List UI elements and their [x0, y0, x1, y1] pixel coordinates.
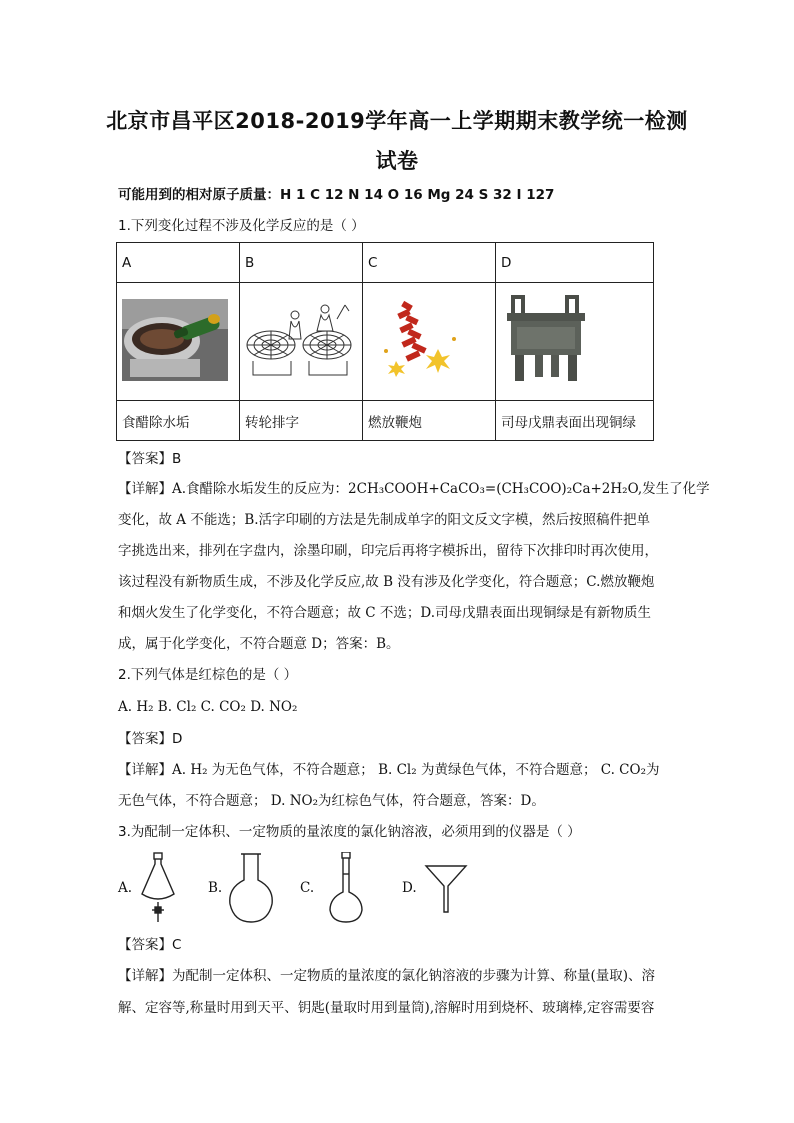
q3-explain-1: 【详解】为配制一定体积、一定物质的量浓度的氯化钠溶液的步骤为计算、称量(量取)、溶 [118, 968, 656, 984]
q1-explain-6: 成，属于化学变化，不符合题意 D；答案：B。 [118, 636, 400, 652]
q3-option-d-label: D. [402, 880, 417, 896]
q1-header-c: C [363, 243, 496, 283]
q1-explain-2: 变化，故 A 不能选；B.活字印刷的方法是先制成单字的阳文反文字模，然后按照稿件把单 [118, 512, 651, 528]
document-title: 北京市昌平区2018-2019学年高一上学期期末教学统一检测 [106, 109, 688, 133]
q1-label-d: 司母戊鼎表面出现铜绿 [496, 401, 654, 441]
round-flask-icon [226, 852, 276, 924]
q1-header-a: A [117, 243, 240, 283]
separatory-funnel-icon [138, 852, 178, 924]
q2-answer: 【答案】D [118, 731, 183, 747]
q1-header-d: D [496, 243, 654, 283]
q1-explain-3: 字挑选出来，排列在字盘内，涂墨印刷，印完后再将字模拆出，留待下次排印时再次使用， [118, 543, 658, 559]
document-title-cont: 试卷 [375, 149, 419, 173]
q1-image-d [496, 283, 654, 401]
q1-label-b: 转轮排字 [240, 401, 363, 441]
q1-label-a: 食醋除水垢 [117, 401, 240, 441]
vinegar-kettle-image [122, 299, 228, 381]
q3-answer: 【答案】C [118, 937, 182, 953]
volumetric-flask-icon [326, 852, 366, 924]
q1-answer: 【答案】B [118, 451, 182, 467]
q1-explain-5: 和烟火发生了化学变化，不符合题意；故 C 不选；D.司母戊鼎表面出现铜绿是有新物质生 [118, 605, 652, 621]
q3-option-b-label: B. [208, 880, 223, 896]
q1-header-b: B [240, 243, 363, 283]
q1-stem: 1.下列变化过程不涉及化学反应的是（ ） [118, 218, 365, 234]
q3-stem: 3.为配制一定体积、一定物质的量浓度的氯化钠溶液，必须用到的仪器是（ ） [118, 824, 581, 840]
q3-option-a-label: A. [118, 880, 133, 896]
type-wheel-image [245, 299, 353, 381]
q1-label-c: 燃放鞭炮 [363, 401, 496, 441]
firecracker-image [368, 295, 468, 385]
q1-image-a [117, 283, 240, 401]
q2-options: A. H₂ B. Cl₂ C. CO₂ D. NO₂ [118, 699, 298, 715]
q1-image-b [240, 283, 363, 401]
q2-explain-1: 【详解】A. H₂ 为无色气体，不符合题意； B. Cl₂ 为黄绿色气体，不符合题意； C. CO₂为 [118, 762, 660, 778]
q2-stem: 2.下列气体是红棕色的是（ ） [118, 667, 298, 683]
atomic-masses: 可能用到的相对原子质量：H 1 C 12 N 14 O 16 Mg 24 S 32 I 127 [118, 187, 555, 203]
q1-explain-4: 该过程没有新物质生成，不涉及化学反应,故 B 没有涉及化学变化，符合题意；C.燃放鞭炮 [118, 574, 655, 590]
q1-image-c [363, 283, 496, 401]
funnel-icon [424, 862, 468, 914]
q3-option-c-label: C. [300, 880, 315, 896]
bronze-ding-image [501, 295, 591, 385]
q1-explain-1: 【详解】A.食醋除水垢发生的反应为：2CH₃COOH+CaCO₃=(CH₃COO)₂Ca+2H₂O,发生了化学 [118, 481, 710, 497]
q2-explain-2: 无色气体，不符合题意； D. NO₂为红棕色气体，符合题意，答案：D。 [118, 793, 545, 809]
q1-options-table [116, 242, 654, 441]
q3-explain-2: 解、定容等,称量时用到天平、钥匙(量取时用到量筒),溶解时用到烧杯、玻璃棒,定容需要容 [118, 1000, 655, 1016]
